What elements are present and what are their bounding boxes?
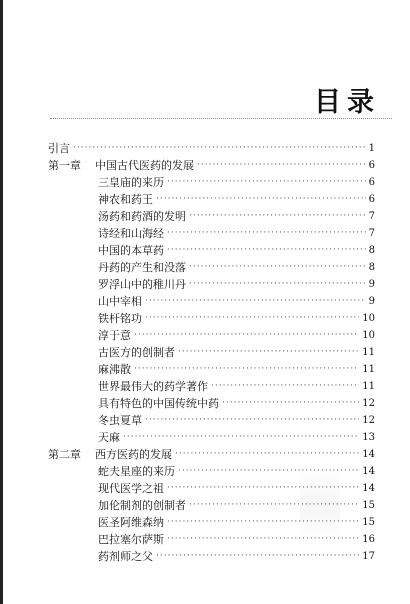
leader-dots [197,157,366,174]
leader-dots [145,310,359,327]
toc-entry[interactable] [98,191,375,208]
toc-entry-page: 15 [362,500,375,511]
toc-entry-page: 7 [368,211,375,222]
leader-dots [156,191,366,208]
toc-entry-page: 14 [362,449,375,460]
toc-entry[interactable] [98,395,375,412]
toc-entry-page: 11 [362,364,375,375]
toc-entry[interactable] [98,531,375,548]
chapter-entry[interactable] [48,446,375,463]
toc-entry-label: 蛇夫星座的来历 [98,465,175,478]
toc-entry-label: 铁杆铭功 [98,312,142,325]
leader-dots [167,242,366,259]
leader-dots [145,412,359,429]
toc-entry-label: 巴拉塞尔萨斯 [98,533,164,546]
leader-dots [222,395,359,412]
toc-entry-page: 14 [362,466,375,477]
toc-entry-page: 8 [368,245,375,256]
toc-entry-page: 6 [368,177,375,188]
leader-dots [134,361,359,378]
leader-dots [178,344,359,361]
leader-dots [189,208,366,225]
leader-dots [167,480,359,497]
leader-dots [73,140,366,157]
title-divider [50,118,392,119]
toc-entry-label: 加伦制剂的创制者 [98,499,186,512]
toc-entry-label: 神农和药王 [98,193,153,206]
chapter-number: 第二章 [48,448,81,461]
chapter-entry[interactable] [48,157,375,174]
toc-entry-label: 医圣阿维森纳 [98,516,164,529]
leader-dots [189,497,359,514]
chapter-title: 中国古代医药的发展 [95,159,194,172]
leader-dots [145,293,366,310]
toc-entry-page: 10 [362,330,375,341]
page-edge [0,0,3,604]
leader-dots [167,225,366,242]
toc-entry[interactable] [98,208,375,225]
toc-entry-label: 汤药和药酒的发明 [98,210,186,223]
toc-entry-page: 17 [362,551,375,562]
toc-entry[interactable] [98,463,375,480]
toc-entry-page: 6 [368,194,375,205]
toc-entry-page: 13 [362,432,375,443]
toc-entry-page: 11 [362,347,375,358]
leader-dots [189,276,366,293]
toc-entry[interactable] [98,480,375,497]
leader-dots [189,259,366,276]
leader-dots [175,446,359,463]
toc-entry[interactable] [98,412,375,429]
toc-entry[interactable] [98,378,375,395]
toc-entry[interactable] [98,242,375,259]
leader-dots [134,327,359,344]
leader-dots [167,514,359,531]
toc-entry-page: 1 [368,143,375,154]
toc-entry-label: 药剂师之父 [98,550,153,563]
toc-entry[interactable] [98,344,375,361]
leader-dots [167,531,359,548]
leader-dots [211,378,359,395]
toc-entry[interactable] [98,514,375,531]
toc-entry-page: 12 [362,398,375,409]
toc-entry-label: 引言 [48,142,70,155]
toc-entry-page: 9 [368,296,375,307]
toc-entry-page: 7 [368,228,375,239]
toc-entry[interactable] [98,497,375,514]
toc-entry[interactable] [98,174,375,191]
toc-entry-page: 16 [362,534,375,545]
toc-entry-label: 麻沸散 [98,363,131,376]
toc-entry-page: 12 [362,415,375,426]
toc-entry[interactable] [98,327,375,344]
chapter-title: 西方医药的发展 [95,448,172,461]
toc-entry-page: 6 [368,160,375,171]
toc-entry[interactable] [98,276,375,293]
toc-entry[interactable] [98,361,375,378]
toc-entry-label: 丹药的产生和没落 [98,261,186,274]
toc-entry-label: 诗经和山海经 [98,227,164,240]
toc-entry-label: 天麻 [98,431,120,444]
toc-entry-label: 现代医学之祖 [98,482,164,495]
leader-dots [123,429,359,446]
toc-entry-label: 三皇庙的来历 [98,176,164,189]
toc-entry[interactable] [98,429,375,446]
chapter-number: 第一章 [48,159,81,172]
toc-entry[interactable] [98,225,375,242]
toc-entry-label: 中国的本草药 [98,244,164,257]
toc-entry[interactable] [98,548,375,565]
toc-entry-label: 世界最伟大的药学著作 [98,380,208,393]
toc-entry-label: 山中宰相 [98,295,142,308]
toc-entry[interactable] [98,293,375,310]
leader-dots [178,463,359,480]
toc-entry-page: 8 [368,262,375,273]
toc-entry-page: 14 [362,483,375,494]
toc-entry-page: 11 [362,381,375,392]
toc-entry-page: 9 [368,279,375,290]
page-title: 目录 [314,87,380,118]
toc-entry-label: 具有特色的中国传统中药 [98,397,219,410]
toc-entry-page: 15 [362,517,375,528]
toc-entry[interactable] [98,259,375,276]
toc-entry-label: 淳于意 [98,329,131,342]
toc-entry-page: 10 [362,313,375,324]
leader-dots [167,174,366,191]
toc-entry-label: 古医方的创制者 [98,346,175,359]
toc-entry[interactable] [98,310,375,327]
toc-entry-label: 冬虫夏草 [98,414,142,427]
toc-entry-label: 罗浮山中的稚川丹 [98,278,186,291]
toc-entry[interactable] [48,140,375,157]
leader-dots [156,548,359,565]
